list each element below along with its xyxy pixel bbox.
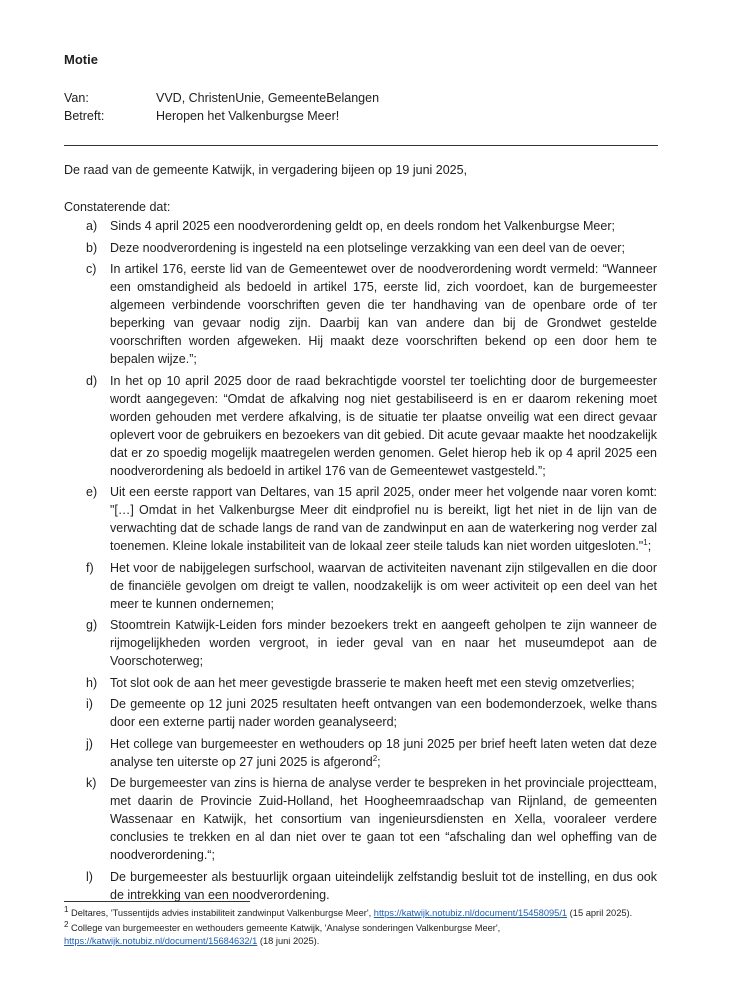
from-label: Van:	[64, 91, 89, 105]
list-marker: b)	[86, 240, 98, 255]
list-marker: d)	[86, 373, 98, 388]
footnote-text: Deltares, 'Tussentijds advies instabiliteit zandwinput Valkenburgse Meer',	[68, 908, 374, 918]
subject-label: Betreft:	[64, 109, 105, 123]
findings-list	[64, 217, 657, 907]
footnote-link[interactable]: https://katwijk.notubiz.nl/document/15684632/1	[64, 936, 258, 946]
constaterende-label: Constaterende dat:	[64, 200, 171, 214]
list-item-text: Sinds 4 april 2025 een noodverordening geldt op, en deels rondom het Valkenburgse Meer;	[110, 219, 615, 233]
header-divider	[64, 145, 658, 146]
footnote-text: College van burgemeester en wethouders gemeente Katwijk, 'Analyse sonderingen Valkenburgse Meer',	[68, 923, 501, 933]
footnote-ref[interactable]: 1	[643, 537, 648, 547]
list-item	[64, 735, 657, 771]
list-marker: f)	[86, 560, 94, 575]
list-item	[64, 239, 657, 257]
list-item-tail: ;	[377, 754, 381, 769]
list-item-text: De gemeente op 12 juni 2025 resultaten heeft ontvangen van een bodemonderzoek, welke thans door een externe partij nader worden geanalyseerd;	[110, 697, 657, 729]
list-item-text: Stoomtrein Katwijk-Leiden fors minder bezoekers trekt en aangeeft geholpen te zijn wanneer de rijmogelijkheden worden vergroot, in ieder geval van en naar het museumdepot aan de Voorschoterweg;	[110, 618, 657, 668]
list-item-text: Uit een eerste rapport van Deltares, van 15 april 2025, onder meer het volgende naar voren komt: "[…] Omdat in het Valkenburgse Meer dit eindprofiel nu is bereikt, ligt het niet in de lijn van de verwachting dat de schade langs de rand van de zandwinput en aan de waterkering nog verder zal toenemen. Kleine lokale instabiliteit van de lokaal zeer steile taluds kan niet worden uitgesloten."	[110, 485, 657, 553]
list-marker: h)	[86, 675, 98, 690]
footnote-date: (15 april 2025).	[567, 908, 633, 918]
footnotes	[64, 904, 658, 950]
footnote	[64, 904, 658, 920]
list-marker: i)	[86, 697, 93, 711]
list-item-text: In artikel 176, eerste lid van de Gemeentewet over de noodverordening wordt vermeld: “Wanneer een omstandigheid als bedoeld in artikel 175, eerste lid, zich voordoet, kan de burgemeester algemeen verbindende voorschriften geven die ter handhaving van de openbare orde of ter beperking van gevaar nodig zijn. Daarbij kan van andere dan bij de Grondwet gestelde voorschriften worden afgeweken. Hij maakt deze voorschriften bekend op een door hem te bepalen wijze.”;	[110, 262, 657, 366]
list-item	[64, 774, 657, 864]
list-item-tail: ;	[647, 539, 652, 553]
list-item	[64, 372, 657, 480]
list-item-text: Het voor de nabijgelegen surfschool, waarvan de activiteiten navenant zijn stilgevallen en die door de financiële gevolgen om dreigt te vallen, noodzakelijk is om weer activiteit op een deel van het meer te kunnen ondernemen;	[110, 560, 657, 611]
list-marker: k)	[86, 776, 97, 790]
list-item-text: De burgemeester als bestuurlijk orgaan uiteindelijk zelfstandig besluit tot de instelling, en dus ook de intrekking van een noodverordening.	[110, 869, 657, 902]
list-item-text: Het college van burgemeester en wethouders op 18 juni 2025 per brief heeft laten weten dat deze analyse ten uiterste op 27 juni 2025 is afgerond	[110, 736, 657, 769]
subject-value: Heropen het Valkenburgse Meer!	[156, 109, 340, 123]
list-marker: j)	[86, 736, 93, 751]
list-marker: g)	[86, 618, 98, 632]
list-item-text: Deze noodverordening is ingesteld na een plotselinge verzakking van een deel van de oever;	[110, 240, 625, 255]
from-value: VVD, ChristenUnie, GemeenteBelangen	[156, 91, 380, 105]
footnote-link[interactable]: https://katwijk.notubiz.nl/document/15458095/1	[373, 908, 568, 918]
footnote-date: (18 juni 2025).	[257, 936, 320, 946]
list-item	[64, 260, 657, 368]
list-item	[64, 559, 657, 613]
document-title: Motie	[64, 52, 98, 67]
list-item	[64, 217, 657, 235]
list-marker: l)	[86, 869, 93, 884]
list-marker: c)	[86, 262, 97, 276]
list-item-text: In het op 10 april 2025 door de raad bekrachtigde voorstel ter toelichting door de burgemeester wordt aangegeven: “Omdat de afkalving nog niet gestabiliseerd is en er daarom rekening moet worden gehouden met verdere afkalving, is de situatie ter plaatse onveilig wat een direct gevaar oplevert voor de gebruikers en bezoekers van dit gebied. Dit acute gevaar maakte het noodzakelijk dat er zo spoedig mogelijk maatregelen werden genomen. Gelet hierop heb ik op 4 april 2025 een noodverordening als bedoeld in artikel 176 van de Gemeentewet vastgesteld.”;	[110, 373, 657, 478]
list-marker: a)	[86, 219, 98, 233]
footnote-number: 1	[64, 904, 69, 914]
list-item	[64, 616, 657, 670]
intro-sentence: De raad van de gemeente Katwijk, in vergadering bijeen op 19 juni 2025,	[64, 163, 468, 177]
footnote	[64, 919, 658, 948]
list-item	[64, 695, 657, 731]
list-marker: e)	[86, 485, 98, 499]
list-item	[64, 868, 657, 904]
footnote-ref[interactable]: 2	[372, 753, 378, 763]
footnote-number: 2	[64, 919, 69, 929]
list-item-text: Tot slot ook de aan het meer gevestigde brasserie te maken heeft met een stevig omzetverlies;	[110, 675, 635, 690]
list-item-text: De burgemeester van zins is hierna de analyse verder te bespreken in het provinciale projectteam, met daarin de Provincie Zuid-Holland, het Hoogheemraadschap van Rijnland, de gemeenten Wassenaar en Katwijk, het consortium van ingenieursdiensten en Xella, vooraleer verdere conclusies te trekken en al dan niet over te gaan tot een “afschaling dan wel opheffing van de noodverordening.“;	[110, 776, 657, 862]
list-item	[64, 674, 657, 692]
footnote-divider	[64, 901, 250, 902]
list-item	[64, 483, 657, 555]
